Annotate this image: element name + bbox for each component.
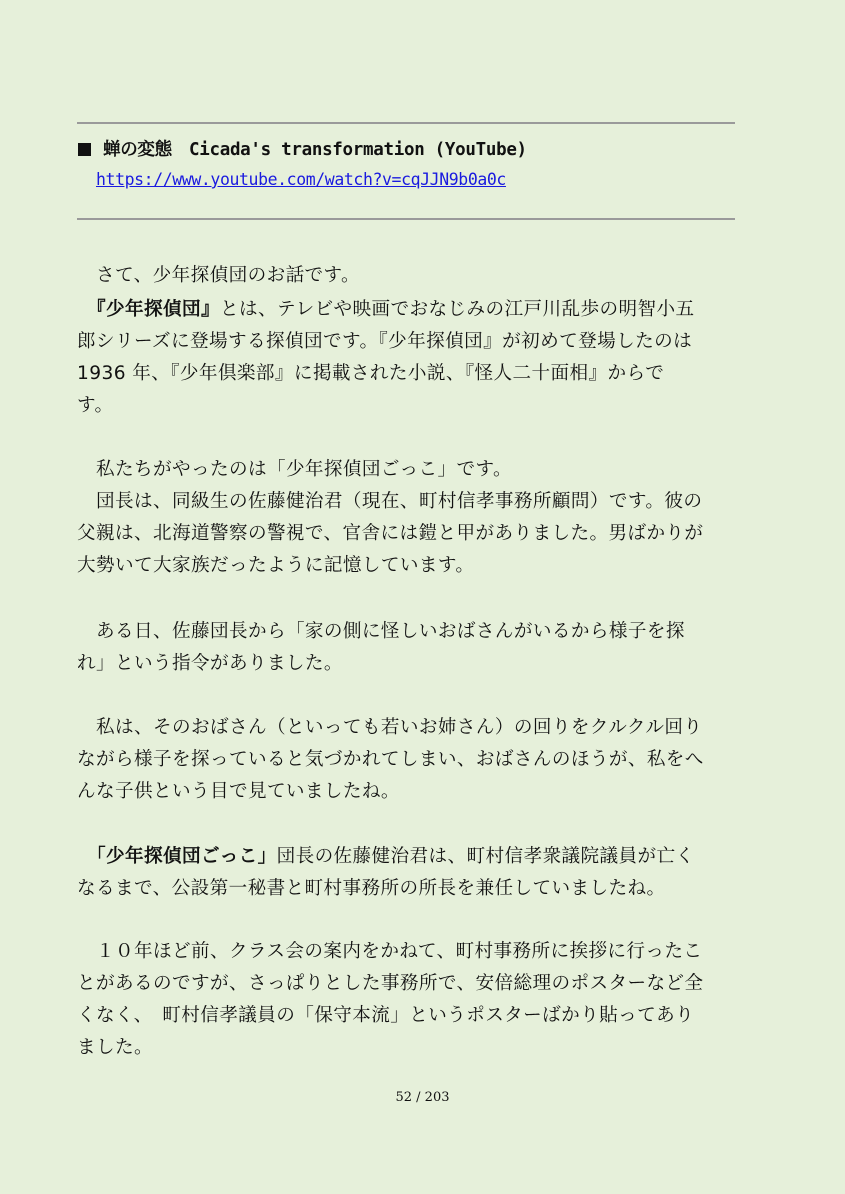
body-line: 私は、そのおばさん（といっても若いお姉さん）の回りをクルクル回り — [96, 717, 703, 738]
body-line: れ」という指令がありました。 — [77, 653, 343, 674]
body-line — [87, 298, 694, 322]
body-line: す。 — [77, 395, 114, 416]
body-line: さて、少年探偵団のお話です。 — [96, 265, 361, 286]
body-line: 郎シリーズに登場する探偵団です。『少年探偵団』が初めて登場したのは — [77, 331, 693, 352]
body-line: ました。 — [77, 1037, 153, 1058]
body-line: ある日、佐藤団長から「家の側に怪しいおばさんがいるから様子を探 — [96, 621, 685, 642]
body-line: ながら様子を探っていると気づかれてしまい、おばさんのほうが、私をへ — [77, 749, 704, 770]
page-number: 52 / 203 — [395, 1090, 450, 1105]
body-line: 団長は、同級生の佐藤健治君（現在、町村信孝事務所顧問）です。彼の — [96, 491, 703, 512]
body-line — [87, 845, 694, 869]
body-line-text: とは、テレビや映画でおなじみの江戸川乱歩の明智小五 — [219, 299, 695, 320]
bold-title: 「少年探偵団ごっこ」 — [87, 846, 277, 867]
body-line: 父親は、北海道警察の警視で、官舎には鎧と甲がありました。男ばかりが — [77, 523, 704, 544]
section-heading-text: 蝉の変態 Cicada's transformation (YouTube) — [103, 140, 527, 160]
section-heading — [78, 136, 527, 161]
body-line: んな子供という目で見ていましたね。 — [77, 781, 400, 802]
black-square-bullet-icon — [78, 143, 91, 156]
bottom-divider — [77, 218, 735, 220]
body-line: とがあるのですが、さっぱりとした事務所で、安倍総理のポスターなど全 — [77, 973, 704, 994]
top-divider — [77, 122, 735, 124]
body-line: 大勢いて大家族だったように記憶しています。 — [77, 555, 475, 576]
body-line-text: 団長の佐藤健治君は、町村信孝衆議院議員が亡く — [276, 846, 695, 867]
body-line: なるまで、公設第一秘書と町村事務所の所長を兼任していましたね。 — [77, 878, 666, 899]
body-line: 1936 年、『少年倶楽部』に掲載された小説、『怪人二十面相』からで — [77, 363, 665, 384]
youtube-link[interactable]: https://www.youtube.com/watch?v=cqJJN9b0a0c — [96, 170, 506, 189]
body-line: １０年ほど前、クラス会の案内をかねて、町村事務所に挨拶に行ったこ — [96, 941, 703, 962]
body-line: くなく、 町村信孝議員の「保守本流」というポスターばかり貼ってあり — [77, 1005, 695, 1026]
body-line: 私たちがやったのは「少年探偵団ごっこ」です。 — [96, 459, 513, 480]
bold-title: 『少年探偵団』 — [87, 299, 220, 320]
